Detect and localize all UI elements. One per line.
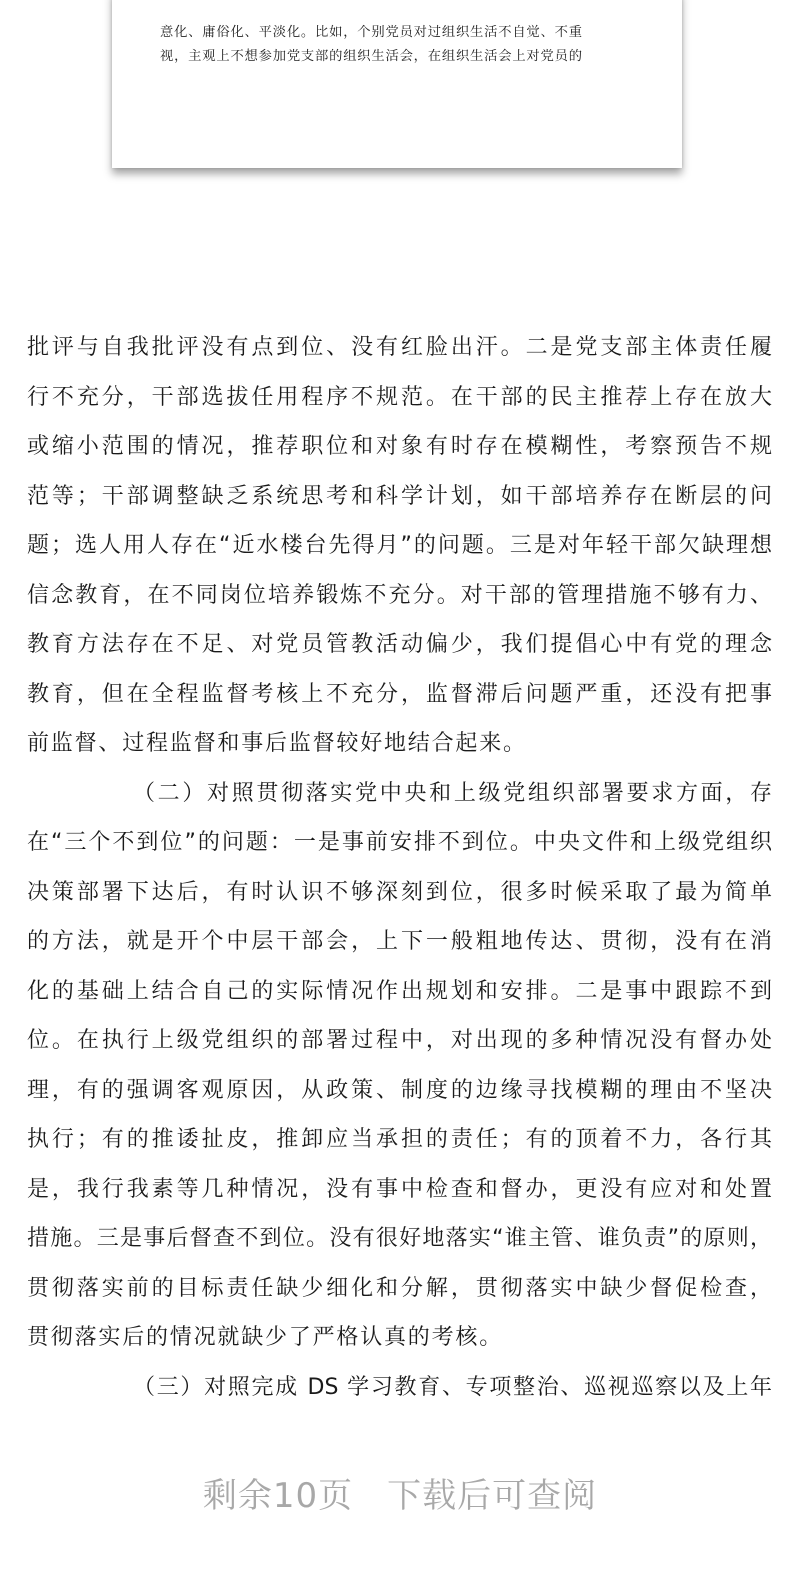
body-text-line: 教育方法存在不足、对党员管教活动偏少，我们提倡心中有党的理念	[27, 632, 772, 657]
body-text-line: 范等；干部调整缺乏系统思考和科学计划，如干部培养存在断层的问	[27, 483, 772, 509]
body-text-line: 贯彻落实前的目标责任缺少细化和分解，贯彻落实中缺少督促检查，	[27, 1275, 772, 1301]
body-text-line: 执行；有的推诿扯皮，推卸应当承担的责任；有的顶着不力，各行其	[27, 1127, 772, 1152]
body-text-line: 位。在执行上级党组织的部署过程中，对出现的多种情况没有督办处	[27, 1028, 772, 1053]
body-text-line: 行不充分，干部选拔任用程序不规范。在干部的民主推荐上存在放大	[27, 384, 772, 410]
body-text-line: 理，有的强调客观原因，从政策、制度的边缘寻找模糊的理由不坚决	[27, 1077, 772, 1103]
body-text-line: 的方法，就是开个中层干部会，上下一般粗地传达、贯彻，没有在消	[27, 929, 772, 954]
body-text-line: 措施。三是事后督查不到位。没有很好地落实“谁主管、谁负责”的原则，	[27, 1226, 772, 1251]
body-text-line: 是，我行我素等几种情况，没有事中检查和督办，更没有应对和处置	[27, 1176, 772, 1202]
body-text-line: 决策部署下达后，有时认识不够深刻到位，很多时候采取了最为简单	[27, 879, 772, 905]
body-text-line: （三）对照完成 DS 学习教育、专项整治、巡视巡察以及上年	[133, 1374, 772, 1400]
body-text-line: 或缩小范围的情况，推荐职位和对象有时存在模糊性，考察预告不规	[27, 434, 772, 459]
download-to-view-text: 下载后可查阅	[387, 1476, 598, 1516]
body-text-line: （二）对照贯彻落实党中央和上级党组织部署要求方面，存	[133, 780, 772, 806]
preview-page-card	[112, 0, 682, 168]
body-text-line: 批评与自我批评没有点到位、没有红脸出汗。二是党支部主体责任履	[27, 335, 772, 360]
download-prompt[interactable]	[0, 1468, 800, 1517]
remaining-pages-text: 剩余10页	[202, 1476, 354, 1516]
body-text-line: 题；选人用人存在“近水楼台先得月”的问题。三是对年轻干部欠缺理想	[27, 533, 772, 558]
body-text-line: 前监督、过程监督和事后监督较好地结合起来。	[27, 731, 527, 756]
body-text-line: 在“三个不到位”的问题：一是事前安排不到位。中央文件和上级党组织	[27, 830, 772, 855]
body-text-line: 教育，但在全程监督考核上不充分，监督滞后问题严重，还没有把事	[27, 681, 772, 707]
document-body	[27, 331, 772, 1420]
body-text-line: 信念教育，在不同岗位培养锻炼不充分。对干部的管理措施不够有力、	[27, 582, 772, 608]
card-text-line: 意化、庸俗化、平淡化。比如，个别党员对过组织生活不自觉、不重	[160, 25, 582, 40]
body-text-line: 贯彻落实后的情况就缺少了严格认真的考核。	[27, 1325, 504, 1350]
body-text-line: 化的基础上结合自己的实际情况作出规划和安排。二是事中跟踪不到	[27, 978, 772, 1004]
card-text-line: 视，主观上不想参加党支部的组织生活会，在组织生活会上对党员的	[160, 49, 582, 64]
